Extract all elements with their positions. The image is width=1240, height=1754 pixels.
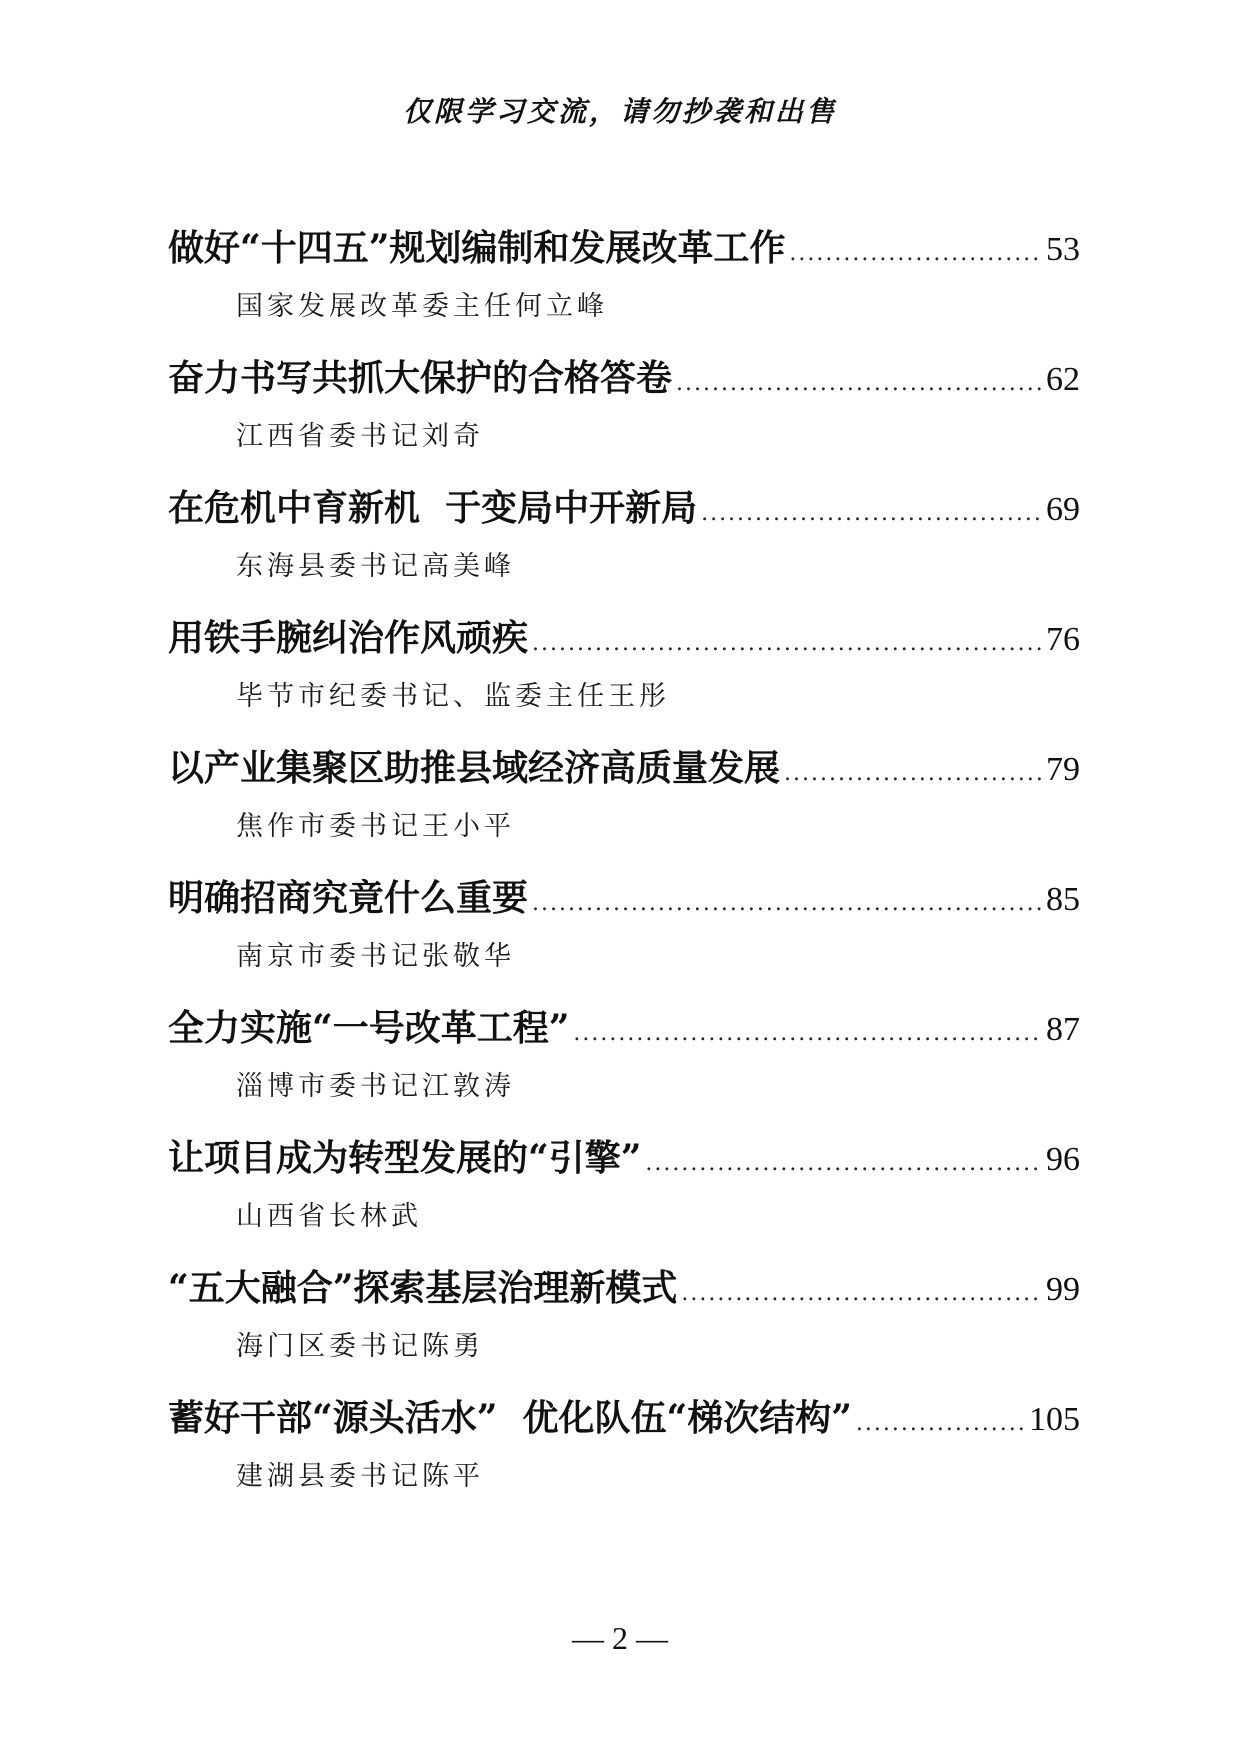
toc-entry-title-row xyxy=(168,1130,1080,1186)
toc-entry-page-number: 85 xyxy=(1046,881,1080,918)
toc-entry-title-row xyxy=(168,870,1080,926)
page-number-footer: — 2 — xyxy=(572,1620,668,1656)
table-of-contents xyxy=(168,220,1080,1520)
toc-entry-page-number: 105 xyxy=(1029,1401,1080,1438)
toc-entry-title-row xyxy=(168,740,1080,796)
toc-entry-author: 山西省长林武 xyxy=(236,1201,422,1232)
toc-entry-title: 用铁手腕纠治作风顽疾 xyxy=(168,617,529,659)
toc-entry[interactable] xyxy=(168,1130,1080,1260)
toc-entry-page-number: 69 xyxy=(1046,491,1080,528)
toc-entry-page-number: 96 xyxy=(1046,1141,1080,1178)
dot-leader xyxy=(532,631,1042,656)
toc-entry-page-number: 53 xyxy=(1046,231,1080,268)
toc-entry-author: 国家发展改革委主任何立峰 xyxy=(236,291,608,322)
dot-leader xyxy=(532,891,1042,916)
toc-entry[interactable] xyxy=(168,1000,1080,1130)
toc-entry-author: 建湖县委书记陈平 xyxy=(236,1461,484,1492)
toc-entry-title: 在危机中育新机 于变局中开新局 xyxy=(168,487,698,529)
toc-entry-author: 东海县委书记高美峰 xyxy=(236,551,515,582)
toc-entry-author: 海门区委书记陈勇 xyxy=(236,1331,484,1362)
toc-entry-title: 蓄好干部“源头活水” 优化队伍“梯次结构” xyxy=(168,1397,852,1439)
toc-entry-title-row xyxy=(168,1000,1080,1056)
dot-leader xyxy=(681,1281,1042,1306)
toc-entry-author: 毕节市纪委书记、监委主任王彤 xyxy=(236,681,670,712)
toc-entry-title: 以产业集聚区助推县域经济高质量发展 xyxy=(168,747,781,789)
toc-entry-page-number: 76 xyxy=(1046,621,1080,658)
page-header: 仅限学习交流，请勿抄袭和出售 xyxy=(402,95,837,128)
dot-leader xyxy=(856,1411,1025,1436)
toc-entry-title: “五大融合”探索基层治理新模式 xyxy=(168,1267,678,1309)
toc-entry-page-number: 62 xyxy=(1046,361,1080,398)
toc-entry-page-number: 79 xyxy=(1046,751,1080,788)
toc-entry-title-row xyxy=(168,610,1080,666)
toc-entry[interactable] xyxy=(168,1390,1080,1520)
toc-entry-title-row xyxy=(168,1260,1080,1316)
dot-leader xyxy=(676,371,1042,396)
dot-leader xyxy=(645,1151,1042,1176)
toc-entry[interactable] xyxy=(168,870,1080,1000)
toc-entry[interactable] xyxy=(168,1260,1080,1390)
toc-entry-author: 江西省委书记刘奇 xyxy=(236,421,484,452)
toc-entry[interactable] xyxy=(168,350,1080,480)
toc-entry-title: 让项目成为转型发展的“引擎” xyxy=(168,1137,642,1179)
dot-leader xyxy=(789,241,1042,266)
toc-entry[interactable] xyxy=(168,740,1080,870)
toc-entry-author: 焦作市委书记王小平 xyxy=(236,811,515,842)
toc-entry-title-row xyxy=(168,1390,1080,1446)
toc-entry-page-number: 87 xyxy=(1046,1011,1080,1048)
toc-entry[interactable] xyxy=(168,480,1080,610)
toc-entry-title: 奋力书写共抓大保护的合格答卷 xyxy=(168,357,673,399)
toc-entry-author: 淄博市委书记江敦涛 xyxy=(236,1071,515,1102)
dot-leader xyxy=(573,1021,1042,1046)
toc-entry-title: 明确招商究竟什么重要 xyxy=(168,877,529,919)
toc-entry[interactable] xyxy=(168,610,1080,740)
toc-entry-title-row xyxy=(168,220,1080,276)
toc-entry-title-row xyxy=(168,350,1080,406)
toc-entry-title: 做好“十四五”规划编制和发展改革工作 xyxy=(168,227,786,269)
toc-entry-title-row xyxy=(168,480,1080,536)
dot-leader xyxy=(784,761,1042,786)
toc-entry-title: 全力实施“一号改革工程” xyxy=(168,1007,570,1049)
toc-entry-page-number: 99 xyxy=(1046,1271,1080,1308)
toc-entry[interactable] xyxy=(168,220,1080,350)
toc-entry-author: 南京市委书记张敬华 xyxy=(236,941,515,972)
dot-leader xyxy=(701,501,1042,526)
